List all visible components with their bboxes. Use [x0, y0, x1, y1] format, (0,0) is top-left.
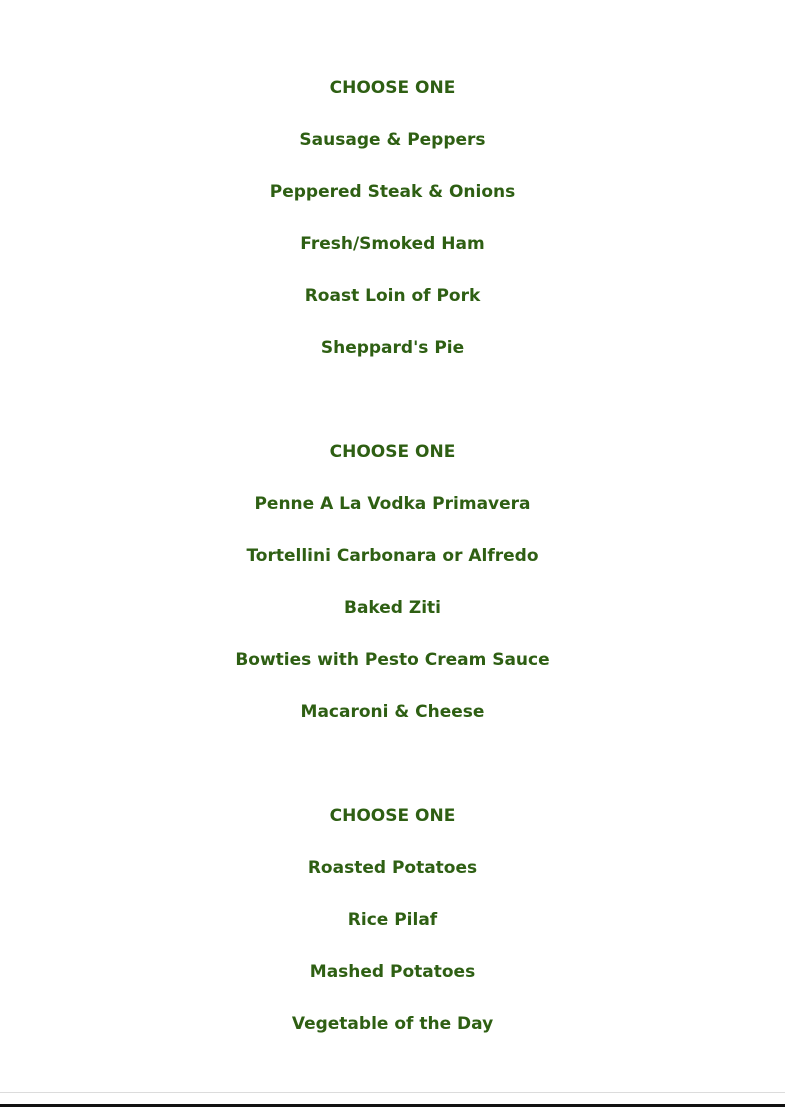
menu-item: Mashed Potatoes [309, 962, 476, 982]
section-heading: CHOOSE ONE [329, 806, 456, 826]
menu-item: Tortellini Carbonara or Alfredo [246, 546, 539, 566]
menu-item: Fresh/Smoked Ham [300, 234, 485, 254]
menu-item: Rice Pilaf [347, 910, 438, 930]
section-heading: CHOOSE ONE [329, 442, 456, 462]
menu-item: Penne A La Vodka Primavera [254, 494, 531, 514]
menu-item: Baked Ziti [343, 598, 441, 618]
menu-item: Macaroni & Cheese [300, 702, 485, 722]
menu-item: Roast Loin of Pork [304, 286, 481, 306]
menu-item: Vegetable of the Day [291, 1014, 494, 1034]
footer-divider [0, 1092, 785, 1093]
menu-item: Bowties with Pesto Cream Sauce [235, 650, 550, 670]
menu-item: Peppered Steak & Onions [269, 182, 516, 202]
menu-item: Sausage & Peppers [299, 130, 486, 150]
menu-item: Roasted Potatoes [307, 858, 478, 878]
menu-item: Sheppard's Pie [320, 338, 465, 358]
section-heading: CHOOSE ONE [329, 78, 456, 98]
